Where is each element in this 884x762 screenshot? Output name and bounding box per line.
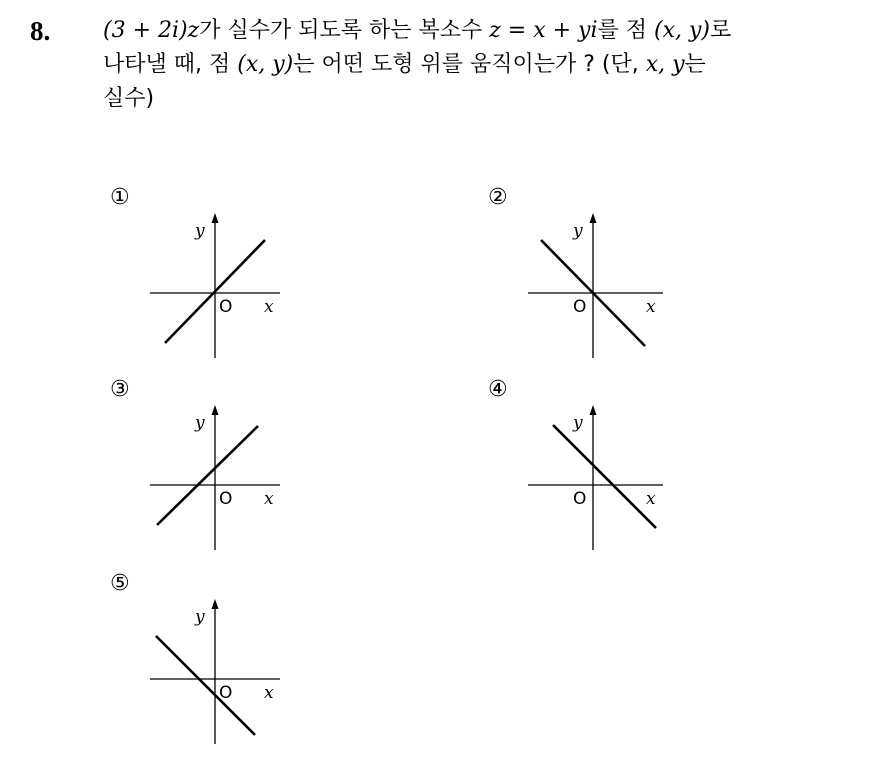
y-axis-arrow-icon	[212, 599, 219, 609]
x-axis-label: x	[264, 489, 274, 509]
y-axis-label: y	[573, 221, 583, 241]
text-segment: 는 어떤 도형 위를 움직이는가 ? (단,	[293, 52, 646, 77]
y-axis-label: y	[195, 607, 205, 627]
x-axis-label: x	[646, 297, 656, 317]
math-expression: (x, y)	[654, 18, 711, 43]
question-line-2	[103, 48, 873, 82]
graph-line	[157, 426, 258, 525]
choice-4[interactable]	[488, 378, 698, 568]
origin-label: O	[219, 297, 233, 317]
math-expression: (x, y)	[237, 52, 294, 77]
text-segment: 로	[710, 18, 732, 43]
text-segment: 는	[684, 52, 706, 77]
graph-line	[553, 425, 656, 528]
choice-3[interactable]	[110, 378, 320, 568]
graph-line	[156, 636, 255, 735]
x-axis-label: x	[646, 489, 656, 509]
text-segment: 나타낼 때, 점	[103, 52, 238, 77]
choice-number: ③	[110, 377, 130, 402]
choice-3-graph	[150, 400, 300, 560]
choice-number: ②	[488, 185, 508, 210]
y-axis-arrow-icon	[590, 213, 597, 223]
question-number: 8.	[30, 16, 51, 46]
choice-5[interactable]	[110, 572, 320, 762]
y-axis-arrow-icon	[590, 405, 597, 415]
choice-number: ①	[110, 185, 130, 210]
text-segment: 를 점	[597, 18, 655, 43]
x-axis-label: x	[264, 297, 274, 317]
choice-5-graph	[150, 594, 300, 754]
choice-2-graph	[528, 208, 678, 368]
y-axis-label: y	[573, 413, 583, 433]
math-expression: (3 + 2i)z	[103, 18, 200, 43]
choice-1-graph	[150, 208, 300, 368]
choice-1[interactable]	[110, 186, 320, 376]
choice-number: ⑤	[110, 571, 130, 596]
y-axis-label: y	[195, 221, 205, 241]
y-axis-arrow-icon	[212, 213, 219, 223]
choice-4-graph	[528, 400, 678, 560]
text-segment: 실수)	[103, 86, 155, 111]
y-axis-arrow-icon	[212, 405, 219, 415]
origin-label: O	[573, 489, 587, 509]
y-axis-label: y	[195, 413, 205, 433]
question-text	[103, 14, 873, 116]
x-axis-label: x	[264, 683, 274, 703]
choice-number: ④	[488, 377, 508, 402]
text-segment: 가 실수가 되도록 하는 복소수	[199, 18, 490, 43]
origin-label: O	[219, 683, 233, 703]
choice-2[interactable]	[488, 186, 698, 376]
question-line-3	[103, 82, 873, 116]
math-expression: z = x + yi	[489, 18, 598, 43]
origin-label: O	[219, 489, 233, 509]
origin-label: O	[573, 297, 587, 317]
question-line-1	[103, 14, 873, 48]
math-expression: x, y	[645, 52, 685, 77]
